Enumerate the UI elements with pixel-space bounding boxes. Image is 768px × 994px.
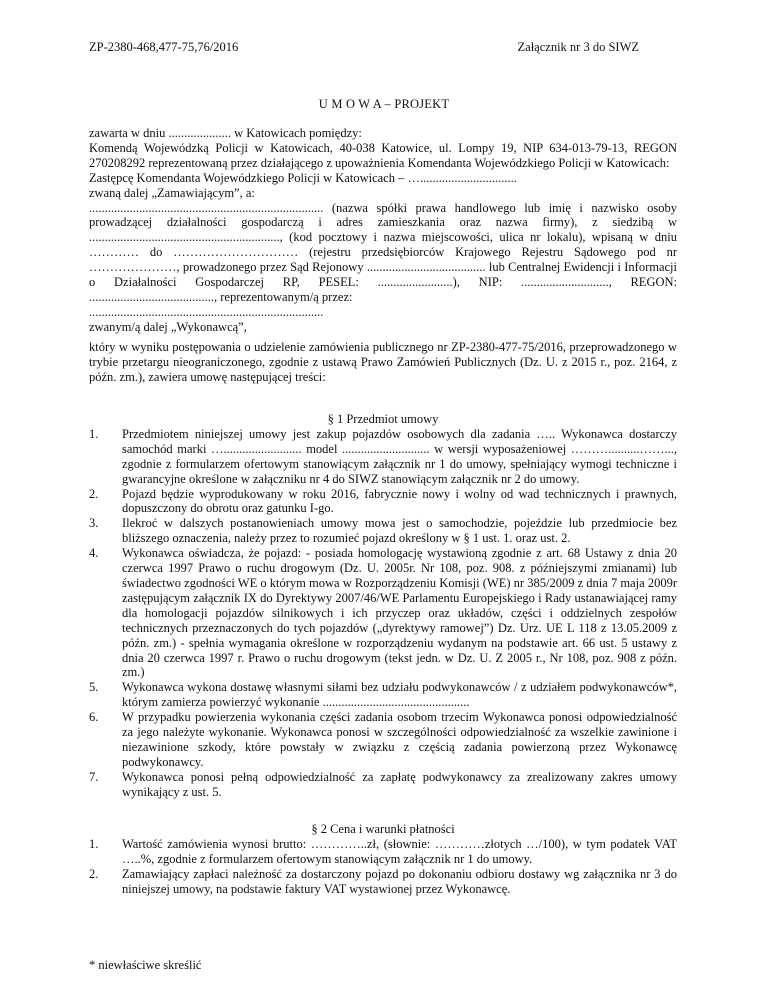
section-1-item: [89, 770, 677, 800]
section-1-item: [89, 427, 677, 487]
footnote: * niewłaściwe skreślić: [89, 958, 202, 972]
item-text: W przypadku powierzenia wykonania części zadania osobom trzecim Wykonawca ponosi odpowiedzialność za jego należyte wykonanie. Wykonawca ponosi w szczególności odpowiedzialność za wszelkie zawinione i niezawinione szkody, które powstały w związku z częścią zadania powierzoną przez Wykonawcę podwykonawcy.: [122, 710, 677, 769]
item-text: Wykonawca wykona dostawę własnymi siłami bez udziału podwykonawców / z udziałem podwykonawców*, którym zamierza powierzyć wykonanie ...............................................: [122, 680, 677, 710]
section-1-list: [89, 427, 677, 800]
item-number: 3.: [89, 516, 99, 531]
preamble-text: który w wyniku postępowania o udzielenie zamówienia publicznego nr ZP-2380-477-75/2016, przeprowadzonego w trybie przetargu nieograniczonego, zgodnie z ustawą Prawo Zamówień Publicznych (Dz. U. z 2015 r., poz. 2164, z późn. zm.), zawiera umowę następującej treści:: [89, 340, 677, 384]
document-title: U M O W A – PROJEKT: [318, 97, 450, 111]
item-text: Wykonawca oświadcza, że pojazd: - posiada homologację wystawioną zgodnie z art. 68 Ustawy z dnia 20 czerwca 1997 Prawo o ruchu drogowym (Dz. U. 2005r. Nr 108, poz. 908. z późniejszymi zmianami) lub świadectwo zgodności WE o którym mowa w Rozporządzeniu Komisji (WE) nr 385/2009 z dnia 7 maja 2009r zastępującym załącznik IX do Dyrektywy 2007/46/WE Parlamentu Europejskiego i Rady ustanawiającej ramy dla homologacji pojazdów silnikowych i ich przyczep oraz układów, części i oddzielnych zespołów technicznych przeznaczonych do tych pojazdów („dyrektywy ramowej”) Dz. Urz. UE L 118 z 13.05.2009 z późn. zm.) - spełnia wymagania określone w rozporządzeniu wydanym na podstawie art. 66 ust. 5 ustawy z dnia 20 czerwca 1997 r. Prawo o ruchu drogowym (tekst jedn. w Dz. U. Z 2005 r., Nr 108, poz. 908 z późn. zm.): [122, 546, 677, 680]
item-number: 2.: [89, 866, 99, 881]
item-text: Zamawiający zapłaci należność za dostarczony pojazd po dokonaniu odbioru dostawy wg załącznika nr 3 do niniejszej umowy, na podstawie faktury VAT wystawionej przez Wykonawcę.: [122, 866, 677, 896]
section-2: [89, 822, 677, 897]
item-number: 6.: [89, 710, 99, 725]
attachment-label: Załącznik nr 3 do SIWZ: [517, 40, 639, 54]
item-text: Przedmiotem niniejszej umowy jest zakup pojazdów osobowych dla zadania ….. Wykonawca dostarczy samochód marki …......................... model ............................ w wersji wyposażeniowej ………..........……..., zgodnie z formularzem ofertowym stanowiącym załącznik nr 1 do umowy, spełniający wymogi techniczne i gwarancyjne określone w załączniku nr 4 do SIWZ stanowiącym załącznik nr 2 do umowy.: [122, 426, 677, 486]
item-number: 4.: [89, 546, 99, 561]
item-number: 2.: [89, 486, 99, 501]
section-1-item: [89, 516, 677, 546]
section-1-item: [89, 546, 677, 680]
section-1-item: [89, 710, 677, 770]
section-1-title: § 1 Przedmiot umowy: [327, 412, 439, 426]
item-text: Wartość zamówienia wynosi brutto: …………..zł, (słownie: …………złotych …/100), w tym podatek VAT …..%, zgodnie z formularzem ofertowym stanowiącym załącznik nr 1 do umowy.: [122, 836, 677, 866]
intro-ordering-party: Komendą Wojewódzką Policji w Katowicach, 40-038 Katowice, ul. Lompy 19, NIP 634-013-79-13, REGON 270208292 reprezentowaną przez działającego z upoważnienia Komendanta Wojewódzkiego Policji w Katowicach:: [89, 140, 677, 170]
item-number: 1.: [89, 426, 99, 441]
section-2-item: [89, 837, 677, 867]
item-number: 5.: [89, 680, 99, 695]
item-text: Ilekroć w dalszych postanowieniach umowy mowa jest o samochodzie, pojeździe lub przedmiocie bez bliższego oznaczenia, należy przez to rozumieć pojazd określony w § 1 ust. 1. oraz ust. 2.: [122, 516, 677, 546]
intro-contractor-details: ........................................................................... (nazwa spółki prawa handlowego lub imię i nazwisko osoby prowadzącej działalności gospodarczą i adres zamieszkania oraz nazwa firmy), z siedzibą w ............................................................., (kod pocztowy i nazwa miejscowości, ulica nr lokalu), wpisaną w dniu ………… do ………………………… (rejestru przedsiębiorców Krajowego Rejestru Sądowego pod nr …………………, prowadzonego przez Sąd Rejonowy ...................................... lub Centralnej Ewidencji i Informacji o Działalności Gospodarczej RP, PESEL: ........................), NIP: ............................, REGON: ........................................, reprezentowanym/ą przez:: [89, 200, 677, 304]
intro-ordering-party-alias: zwaną dalej „Zamawiającym”, a:: [89, 185, 255, 200]
section-1-item: [89, 487, 677, 517]
section-2-title: § 2 Cena i warunki płatności: [311, 822, 455, 836]
case-number: ZP-2380-468,477-75,76/2016: [89, 40, 239, 54]
item-text: Wykonawca ponosi pełną odpowiedzialność za zapłatę podwykonawcy za zrealizowany zakres umowy wynikający z ust. 5.: [122, 769, 677, 799]
intro-contractor-alias: zwanym/ą dalej „Wykonawcą”,: [89, 319, 247, 334]
item-number: 7.: [89, 769, 99, 784]
section-1: [89, 412, 677, 800]
intro-date-line: zawarta w dniu .................... w Katowicach pomiędzy:: [89, 126, 362, 140]
intro-contractor-representative: ...........................................................................: [89, 304, 324, 319]
item-text: Pojazd będzie wyprodukowany w roku 2016, fabrycznie nowy i wolny od wad technicznych i prawnych, dopuszczony do obrotu oraz gatunku I-go.: [122, 486, 677, 516]
parties-section: [89, 126, 677, 335]
section-1-item: [89, 680, 677, 710]
preamble: [89, 340, 677, 385]
item-number: 1.: [89, 836, 99, 851]
intro-representative: Zastępcę Komendanta Wojewódzkiego Policji w Katowicach – …...............................: [89, 170, 517, 185]
section-2-item: [89, 867, 677, 897]
section-2-list: [89, 837, 677, 897]
